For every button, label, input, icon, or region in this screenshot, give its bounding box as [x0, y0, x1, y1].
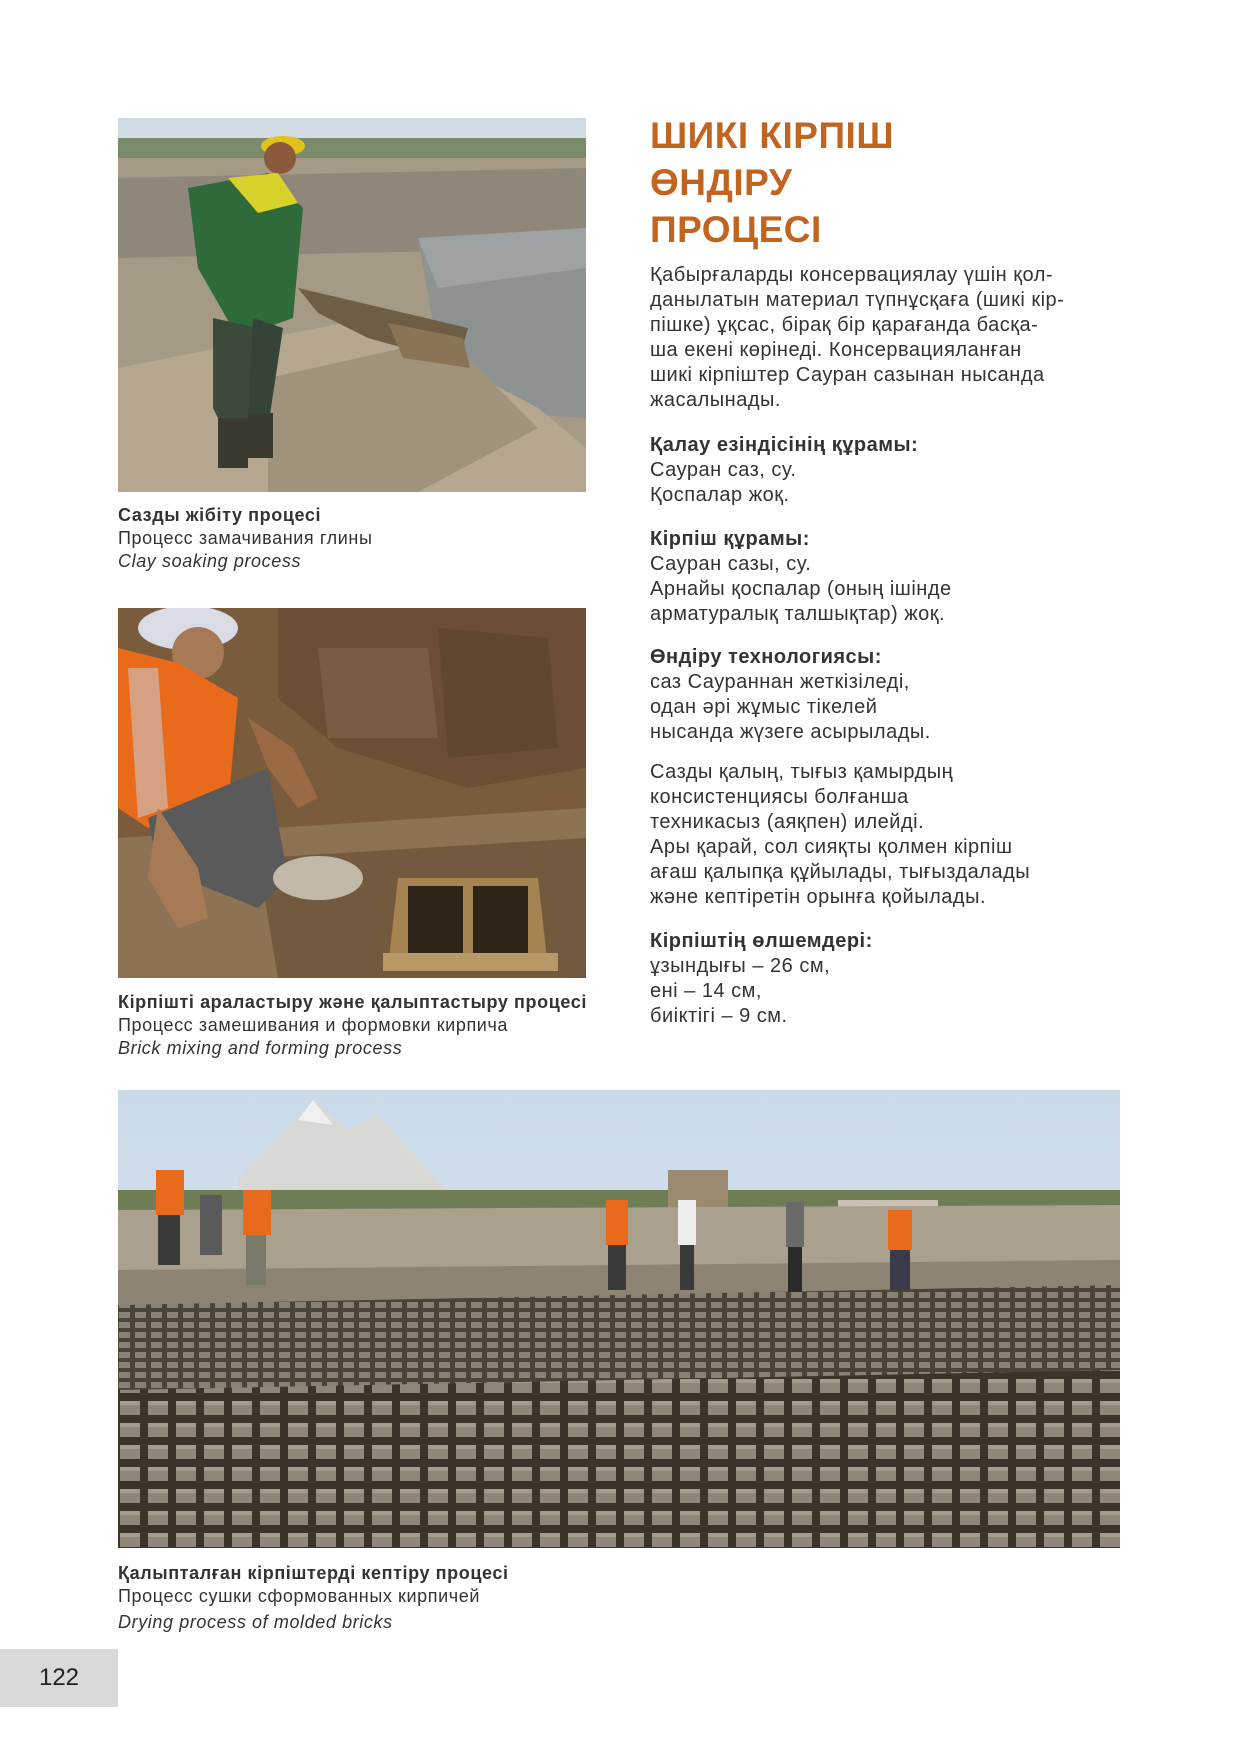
intro-line: пішке) ұқсас, бірақ бір қарағанда басқа- — [650, 314, 1039, 336]
section-line: саз Саураннан жеткізіледі, — [650, 671, 910, 693]
caption-ru: Процесс замешивания и формовки кирпича — [118, 1015, 509, 1035]
page-title — [650, 112, 894, 253]
intro-line: шикі кірпіштер Сауран сазынан нысанда — [650, 364, 1045, 386]
intro-line: данылатын материал түпнұсқаға (шикі кір- — [650, 289, 1065, 311]
photo-drying-bricks — [118, 1090, 1120, 1548]
section-line: консистенциясы болғанша — [650, 786, 909, 808]
section-line: Арнайы қоспалар (оның ішінде — [650, 578, 952, 600]
section-line: Ары қарай, сол сияқты қолмен кірпіш — [650, 836, 1013, 858]
page-number-box — [0, 1649, 118, 1707]
page-number: 122 — [38, 1664, 80, 1691]
title-line: ӨНДІРУ — [650, 162, 793, 203]
intro-line: ша екені көрінеді. Консервацияланған — [650, 339, 1022, 361]
section-line: ағаш қалыпқа құйылады, тығыздалады — [650, 861, 1031, 883]
section-line: нысанда жүзеге асырылады. — [650, 721, 931, 743]
photo-clay-soaking — [118, 118, 586, 492]
photo-brick-mixing — [118, 608, 586, 978]
caption-kk: Қалыпталған кірпіштерді кептіру процесі — [118, 1563, 509, 1583]
section-dimensions — [650, 929, 1116, 1029]
section-line: және кептіретін орынға қойылады. — [650, 886, 986, 908]
caption-en: Brick mixing and forming process — [118, 1038, 403, 1058]
caption-photo1 — [118, 504, 372, 573]
caption-kk: Сазды жібіту процесі — [118, 505, 322, 525]
section-line: техникасыз (аяқпен) илейді. — [650, 811, 925, 833]
section-brick — [650, 527, 1116, 627]
section-heading: Өндіру технологиясы: — [650, 646, 882, 668]
section-heading: Кірпіш құрамы: — [650, 528, 810, 550]
section-line: ұзындығы – 26 см, — [650, 955, 831, 977]
section-technology — [650, 645, 1116, 745]
section-line: одан әрі жұмыс тікелей — [650, 696, 878, 718]
intro-line: Қабырғаларды консервациялау үшін қол- — [650, 264, 1054, 286]
section-heading: Қалау езіндісінің құрамы: — [650, 434, 919, 456]
section-mortar — [650, 433, 1116, 508]
section-line: арматуралық талшықтар) жоқ. — [650, 603, 946, 625]
caption-ru: Процесс сушки сформованных кирпичей — [118, 1586, 481, 1606]
caption-ru: Процесс замачивания глины — [118, 528, 373, 548]
section-line: Сазды қалың, тығыз қамырдың — [650, 761, 954, 783]
section-line: биіктігі – 9 см. — [650, 1005, 788, 1027]
section-line: Сауран саз, су. — [650, 459, 797, 481]
section-line: Сауран сазы, су. — [650, 553, 812, 575]
title-line: ПРОЦЕСІ — [650, 209, 822, 250]
section-line: Қоспалар жоқ. — [650, 484, 790, 506]
title-line: ШИКІ КІРПІШ — [650, 115, 895, 156]
section-line: ені – 14 см, — [650, 980, 762, 1002]
caption-photo2 — [118, 991, 587, 1060]
caption-en: Drying process of molded bricks — [118, 1612, 393, 1632]
intro-paragraph — [650, 263, 1116, 413]
section-process — [650, 760, 1116, 910]
caption-photo3 — [118, 1562, 509, 1634]
caption-kk: Кірпішті араластыру және қалыптастыру процесі — [118, 992, 587, 1012]
intro-line: жасалынады. — [650, 389, 781, 411]
section-heading: Кірпіштің өлшемдері: — [650, 930, 873, 952]
caption-en: Clay soaking process — [118, 551, 302, 571]
